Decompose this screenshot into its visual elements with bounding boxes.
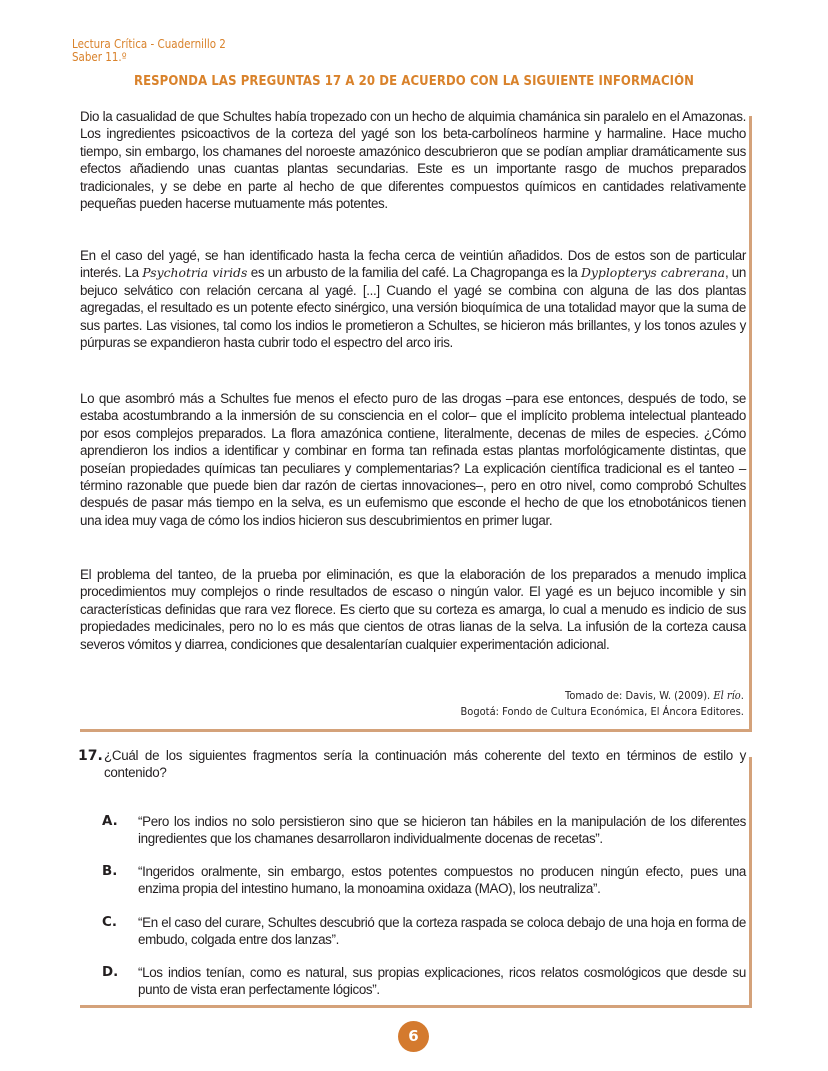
reading-passage (80, 106, 752, 732)
exam-level: Saber 11.º (72, 50, 127, 64)
booklet-title: Lectura Crítica - Cuadernillo 2 (72, 37, 226, 51)
book-title: El río (713, 689, 741, 702)
question-text: ¿Cuál de los siguientes fragmentos sería la continuación más coherente del texto en términos de estilo y contenido? (104, 748, 746, 780)
citation-prefix: Tomado de: Davis, W. (2009). (565, 689, 714, 702)
question-number: 17. (78, 748, 103, 764)
option-text: “Pero los indios no solo persistieron sino que se hicieron tan hábiles en la manipulación de los diferentes ingredientes que los chamanes desarrollaron individualmente docenas de recetas”. (138, 814, 746, 846)
passage-paragraph-4: El problema del tanteo, de la prueba por eliminación, es que la elaboración de los preparados a menudo implica procedimientos muy complejos o rinde resultados de escaso o ningún valor. El yagé es un bejuco incomible y sin características definidas que rara vez florece. Es cierto que su corteza es amarga, lo cual a menudo es indicio de sus propiedades medicinales, pero no lo es más que cientos de otras lianas de la selva. La infusión de la corteza causa severos vómitos y diarrea, condiciones que desalentarían cualquier experimentación adicional. (80, 567, 746, 652)
option-text: “En el caso del curare, Schultes descubrió que la corteza raspada se coloca debajo de una hoja en forma de embudo, colgada entre dos lanzas”. (138, 915, 746, 947)
paragraph-text: , un bejuco selvático con relación cercana al yagé. [...] Cuando el yagé se combina con alguna de las dos plantas agregadas, el resultado es un potente efecto sinérgico, una versión bioquímica de una totalidad mayor que la suma de sus partes. Las visiones, tal como los indios le prometieron a Schultes, se hicieron más brillantes, y los tonos azules y púrpuras se expandieron hasta cubrir todo el espectro del arco iris. (80, 265, 746, 351)
species-name: Psychotria virids (142, 265, 248, 281)
citation-suffix: . (740, 689, 744, 702)
citation-line-2: Bogotá: Fondo de Cultura Económica, El Áncora Editores. (460, 704, 744, 718)
option-text: “Los indios tenían, como es natural, sus propias explicaciones, ricos relatos cosmológicos que desde su punto de vista eran perfectamente lógicos”. (138, 965, 746, 997)
question-17 (80, 745, 752, 1008)
option-letter: B. (102, 864, 118, 879)
question-right-border (749, 757, 752, 1008)
paragraph-text: es un arbusto de la familia del café. La Chagropanga es la (247, 265, 581, 281)
page-number-badge: 6 (398, 1021, 429, 1052)
option-letter: D. (102, 965, 119, 980)
running-head (72, 38, 226, 64)
section-title: RESPONDA LAS PREGUNTAS 17 A 20 DE ACUERDO CON LA SIGUIENTE INFORMACIÓN (133, 74, 694, 89)
option-letter: C. (102, 915, 117, 930)
species-name: Dyplopterys cabrerana (580, 265, 725, 281)
option-text: “Ingeridos oralmente, sin embargo, estos potentes compuestos no producen ningún efecto, pues una enzima propia del intestino humano, la monoamina oxidaza (MAO), los neutraliza”. (138, 864, 746, 896)
passage-paragraph-1: Dio la casualidad de que Schultes había tropezado con un hecho de alquimia chamánica sin paralelo en el Amazonas. Los ingredientes psicoactivos de la corteza del yagé son los beta-carbolíneos harmine y harmaline. Hace mucho tiempo, sin embargo, los chamanes del noroeste amazónico descubrieron que se podían ampliar dramáticamente sus efectos añadiendo unas cuantas plantas secundarias. Este es un importante rasgo de muchos preparados tradicionales, y se debe en parte al hecho de que diferentes compuestos químicos en cantidades relativamente pequeñas pueden hacerse mutuamente más potentes. (80, 109, 746, 212)
source-citation (461, 688, 744, 719)
option-letter: A. (102, 814, 118, 829)
passage-right-border (749, 116, 752, 732)
paragraph-text: En el caso del yagé, se han identificado hasta la fecha cerca de veintiún añadidos. Dos de estos son de particular interés. La (80, 248, 746, 281)
passage-paragraph-2 (80, 247, 746, 351)
passage-bottom-border (80, 729, 752, 732)
question-bottom-border (80, 1005, 752, 1008)
citation-line-1 (461, 688, 744, 704)
passage-paragraph-3: Lo que asombró más a Schultes fue menos el efecto puro de las drogas –para ese entonces, después de todo, se estaba acostumbrando a la inmersión de su consciencia en el color– que el implícito problema intelectual planteado por esos complejos preparados. La flora amazónica contiene, literalmente, decenas de miles de especies. ¿Cómo aprendieron los indios a identificar y combinar en forma tan refinada estas plantas morfológicamente distintas, que poseían propiedades químicas tan peculiares y complementarias? La explicación científica tradicional es el tanteo –término razonable que puede bien dar razón de ciertas innovaciones–, pero en otro nivel, como comprobó Schultes después de pasar más tiempo en la selva, es un eufemismo que esconde el hecho de que los etnobotánicos tienen una idea muy vaga de cómo los indios hicieron sus descubrimientos en primer lugar. (80, 391, 746, 528)
